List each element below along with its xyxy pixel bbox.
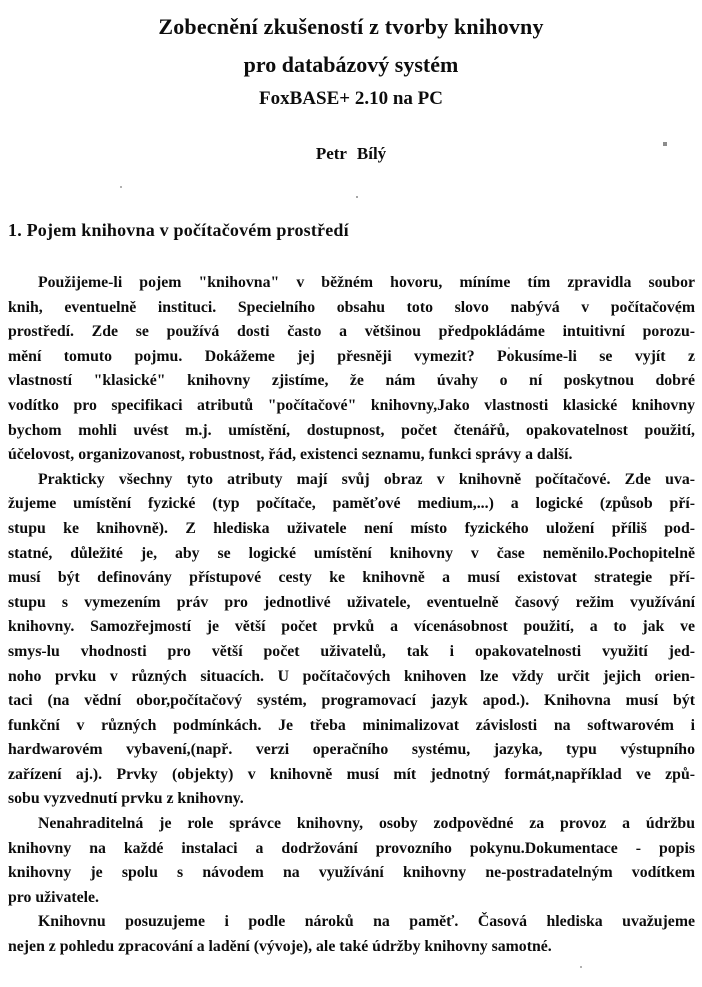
text-line: nejen z pohledu zpracování a ladění (vývoje), ale také údržby knihovny samotné. (8, 938, 552, 956)
text-line: musí být definovány přístupové cesty ke knihovně a musí existovat strategie pří- (8, 569, 695, 587)
text-line: sobu vyzvednutí prvku z knihovny. (8, 790, 244, 808)
text-line: vodítko pro specifikaci atributů "počítačové" knihovny,Jako vlastnosti klasické knihovny (8, 396, 695, 414)
text-line: knihovny je spolu s návodem na využívání knihovny ne-postradatelným vodítkem (8, 864, 695, 882)
text-line: Použijeme-li pojem "knihovna" v běžném hovoru, míníme tím zpravidla soubor (38, 274, 695, 291)
text-line: funkční v různých podmínkách. Je třeba minimalizovat závislosti na softwarovém i (8, 716, 695, 734)
text-line: pro uživatele. (8, 888, 99, 906)
scan-noise (0, 0, 2, 2)
text-line: hardwarovém vybavení,(např. verzi operačního systému, jazyka, typu výstupního (8, 741, 695, 759)
text-line: knih, eventuelně instituci. Specielního obsahu toto slovo nabývá v počítačovém (8, 298, 695, 316)
text-line: prostředí. Zde se používá dosti často a většinou předpokládáme intuitivní porozu- (8, 323, 695, 341)
text-line: Nenahraditelná je role správce knihovny, osoby zodpovědné za provoz a údržbu (38, 815, 695, 833)
text-line: knihovny na každé instalaci a dodržování provozního pokynu.Dokumentace - popis (8, 839, 695, 857)
text-line: noho prvku v různých situacích. U počítačových knihoven lze vždy určit jejich orien- (8, 667, 695, 685)
text-line: smys-lu vhodnosti pro větší počet uživatelů, tak i opakovatelnosti využití jed- (8, 642, 695, 660)
body-text (0, 271, 702, 960)
text-line: statné, důležité je, aby se logické umístění knihovny v čase neměnilo.Pochopitelně (8, 544, 695, 562)
text-line: zařízení aj.). Prvky (objekty) v knihovně musí mít jednotný formát,například ve způ- (8, 765, 695, 783)
text-line: mění tomuto pojmu. Dokážeme jej přesněji vymezit? Pokusíme-li se vyjít z (8, 347, 695, 365)
text-line: vlastností "klasické" knihovny zjistíme, že nám úvahy o ní poskytnou dobré (8, 372, 695, 390)
paper-title-line-3: FoxBASE+ 2.10 na PC (259, 88, 443, 109)
text-line: taci (na vědní obor,počítačový systém, programovací jazyk apod.). Knihovna musí být (8, 692, 695, 710)
text-line: Knihovnu posuzujeme i podle nároků na paměť. Časová hlediska uvažujeme (38, 913, 695, 931)
text-line: stupu s vymezením práv pro jednotlivé uživatele, eventuelně časový režim využívání (8, 593, 695, 611)
paper-title-line-2: pro databázový systém (243, 52, 459, 77)
author-name: Petr Bílý (315, 144, 387, 163)
text-line: bychom mohli uvést m.j. umístění, dostupnost, počet čtenářů, opakovatelnost použití, (8, 421, 695, 439)
section-heading: 1. Pojem knihovna v počítačovém prostředí (8, 220, 349, 240)
text-line: Prakticky všechny tyto atributy mají svůj obraz v knihovně počítačové. Zde uva- (38, 470, 695, 488)
title-block (0, 12, 702, 166)
text-line: žujeme umístění fyzické (typ počítače, paměťové medium,...) a logické (způsob pří- (8, 495, 695, 513)
text-line: účelovost, organizovanost, robustnost, řád, existenci seznamu, funkci správy a další. (8, 446, 573, 464)
paper-title-line-1: Zobecnění zkušeností z tvorby knihovny (158, 14, 544, 39)
text-line: stupu ke knihovně). Z hlediska uživatele není místo fyzického uložení příliš pod- (8, 519, 695, 537)
text-line: knihovny. Samozřejmostí je větší počet prvků a vícenásobnost použití, a to jak ve (8, 618, 695, 636)
